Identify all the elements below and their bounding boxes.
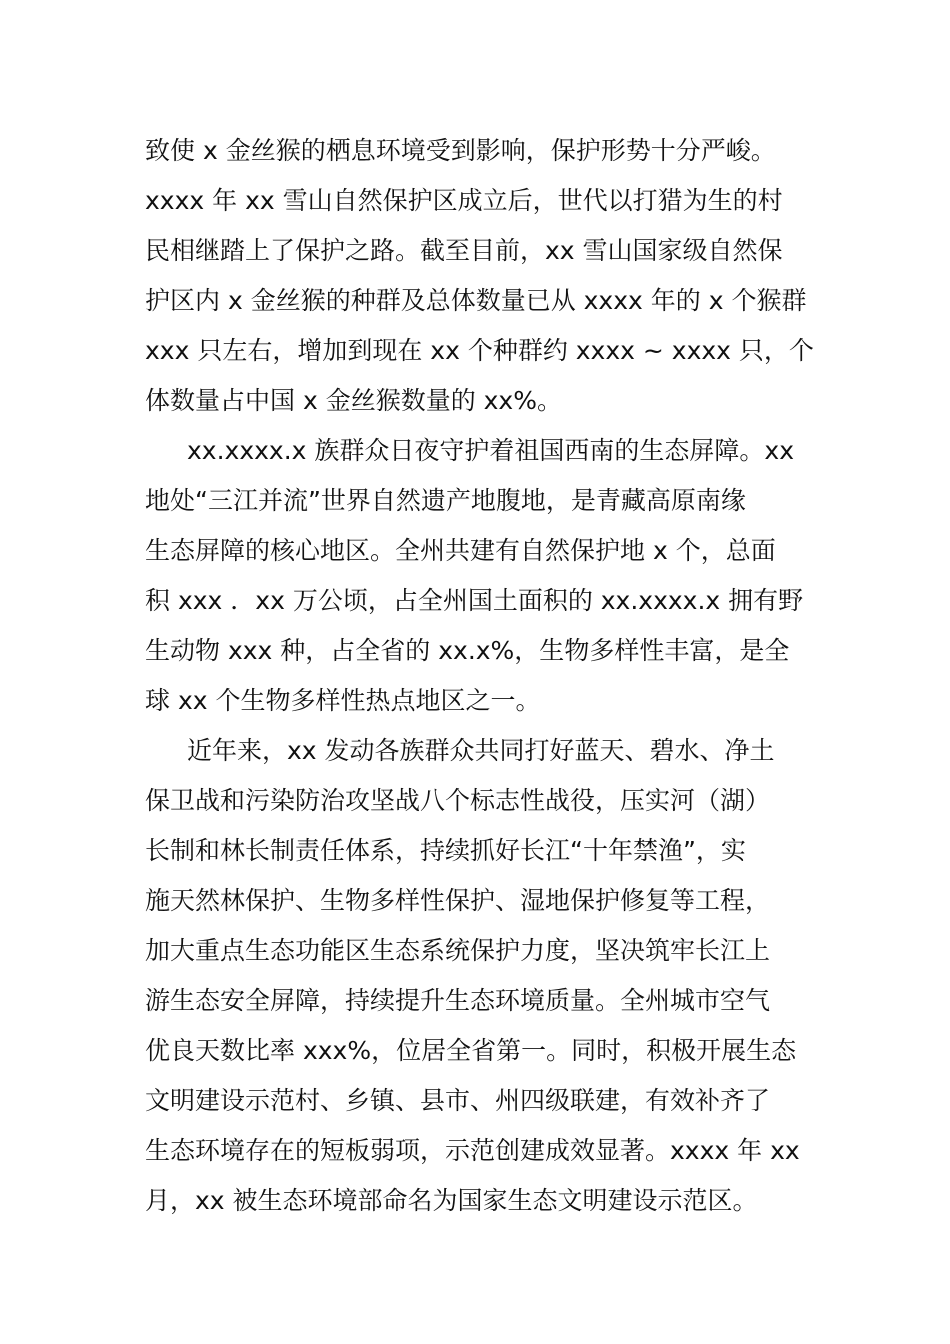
text-line: 施天然林保护、生物多样性保护、湿地保护修复等工程， (145, 886, 771, 915)
text-line: 保卫战和污染防治攻坚战八个标志性战役，压实河（湖） (145, 786, 771, 815)
text-line: 体数量占中国 x 金丝猴数量的 xx%。 (145, 386, 562, 415)
text-line: 游生态安全屏障，持续提升生态环境质量。全州城市空气 (145, 986, 771, 1015)
text-line: 地处“三江并流”世界自然遗产地腹地，是青藏高原南缘 (145, 486, 746, 515)
text-line: 优良天数比率 xxx%，位居全省第一。同时，积极开展生态 (145, 1036, 797, 1065)
text-line: 加大重点生态功能区生态系统保护力度，坚决筑牢长江上 (145, 936, 771, 965)
paragraph-first-line: 近年来，xx 发动各族群众共同打好蓝天、碧水、净土 (187, 736, 775, 765)
text-line: 致使 x 金丝猴的栖息环境受到影响，保护形势十分严峻。 (145, 136, 776, 165)
text-line: 月，xx 被生态环境部命名为国家生态文明建设示范区。 (145, 1186, 758, 1215)
text-line: 护区内 x 金丝猴的种群及总体数量已从 xxxx 年的 x 个猴群 (145, 286, 807, 315)
text-line: 球 xx 个生物多样性热点地区之一。 (145, 686, 541, 715)
text-line: xxx 只左右，增加到现在 xx 个种群约 xxxx ~ xxxx 只，个 (145, 336, 814, 365)
text-line: 生态环境存在的短板弱项，示范创建成效显著。xxxx 年 xx (145, 1136, 800, 1165)
text-line: 积 xxx ．xx 万公顷，占全州国土面积的 xx.xxxx.x 拥有野 (145, 586, 804, 615)
text-line: 长制和林长制责任体系，持续抓好长江“十年禁渔”，实 (145, 836, 746, 865)
text-line: 生态屏障的核心地区。全州共建有自然保护地 x 个，总面 (145, 536, 776, 565)
text-line: xxxx 年 xx 雪山自然保护区成立后，世代以打猎为生的村 (145, 186, 783, 215)
text-line: 生动物 xxx 种，占全省的 xx.x%，生物多样性丰富，是全 (145, 636, 790, 665)
text-line: 民相继踏上了保护之路。截至目前，xx 雪山国家级自然保 (145, 236, 783, 265)
text-line: 文明建设示范村、乡镇、县市、州四级联建，有效补齐了 (145, 1086, 771, 1115)
document-body (145, 126, 815, 1226)
paragraph-first-line: xx.xxxx.x 族群众日夜守护着祖国西南的生态屏障。xx (187, 436, 794, 465)
